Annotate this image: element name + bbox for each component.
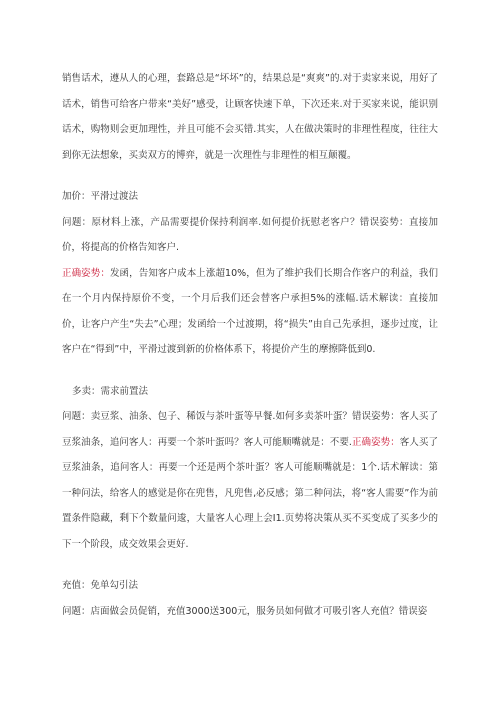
correct-approach-label: 正确姿势：	[351, 436, 400, 448]
section-heading-upsell: 多卖：需求前置法	[72, 385, 149, 397]
section-problem-recharge: 问题：店面做会员促销，充值3000送300元，服务员如何做才可吸引客人充值？错误姿	[62, 605, 428, 617]
upsell-problem-text: 问题：卖豆浆、油条、包子、稀饭与茶叶蛋等早餐.如何多卖茶叶蛋？错误姿势：客人买了豆浆油条，追问客人：再要一个茶叶蛋吗？客人可能顺嘴就是：不要.	[62, 411, 438, 448]
section-heading-recharge: 充值：免单勾引法	[62, 580, 139, 591]
section-heading-price-increase: 加价：平滑过渡法	[62, 191, 139, 202]
intro-paragraph: 销售话术，遵从人的心理，套路总是“坏坏”的，结果总是“爽爽”的.对于卖家来说，用好了话术，销售可给客户带来“美好”感受，让顾客快速下单，下次还来.对于买家来说，能识别话术，购物则会更加理性，并且可能不会买错.其实，人在做决策时的非理性程度，往往大到你无法想象，买卖双方的博弈，就是一次理性与非理性的相互颠覆。	[62, 73, 438, 161]
correct-approach-label: 正确姿势：	[62, 267, 110, 279]
section-body-upsell	[62, 404, 438, 557]
correct-approach-text: 发函，告知客户成本上涨超10%，但为了维护我们长期合作客户的利益，我们在一个月内保持原价不变，一个月后我们还会替客户承担5%的涨幅.话术解读：直接加价，让客户产生“失去”心理；发函给一个过渡期，将“损失”由自己先承担，逐步过度，让客户在“得到”中，平滑过渡到新的价格体系下，将提价产生的摩擦降低到0.	[62, 267, 438, 355]
section-problem-price-increase: 问题：原材料上涨，产品需要提价保持利润率.如何提价抚慰老客户？错误姿势：直接加价，将提高的价格告知客户.	[62, 216, 438, 253]
section-solution-price-increase	[62, 261, 438, 363]
upsell-solution-text: 客人买了豆浆油条，追问客人：再要一个还是两个茶叶蛋？客人可能顺嘴就是：1个.话术解读：第一种问法，给客人的感觉是你在兜售，凡兜售,必反感；第二种问法，将“客人需要”作为前置条件隐藏，剩下个数量问逡，大量客人心理上会I1.页势将决策从买不买变成了买多少的下一个阶段，成交效果会更好.	[62, 436, 438, 550]
